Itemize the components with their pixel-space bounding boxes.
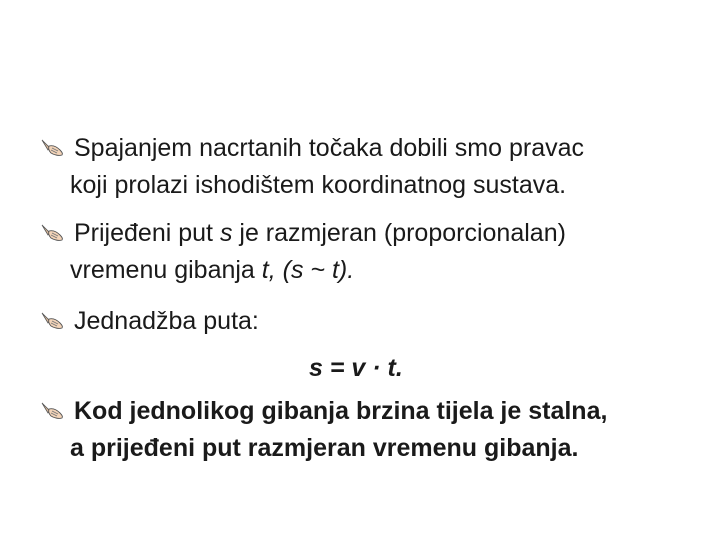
- bullet-3: [40, 303, 710, 340]
- proportional-relation: t, (s ~ t).: [261, 256, 355, 284]
- bullet-1-line-2: koji prolazi ishodištem koordinatnog sustava.: [70, 171, 567, 199]
- bullet-2-line-1: Prijeđeni put s je razmjeran (proporcionalan): [40, 215, 710, 252]
- writing-hand-icon: [40, 399, 66, 421]
- variable-s: s: [219, 219, 233, 247]
- bullet-4: [40, 393, 710, 467]
- bullet-2-line-2: vremenu gibanja t, (s ~ t).: [70, 256, 355, 284]
- formula: s = v · t.: [309, 354, 403, 382]
- bullet-2: [40, 215, 710, 289]
- bullet-1: [40, 130, 710, 204]
- bullet-1-line-1: Spajanjem nacrtanih točaka dobili smo pravac: [40, 130, 710, 167]
- bullet-4-line-1: Kod jednolikog gibanja brzina tijela je stalna,: [40, 393, 710, 430]
- writing-hand-icon: [40, 136, 66, 158]
- writing-hand-icon: [40, 309, 66, 331]
- bullet-3-line-1: Jednadžba puta:: [40, 303, 710, 340]
- bullet-4-line-2: a prijeđeni put razmjeran vremenu gibanja.: [70, 434, 579, 462]
- writing-hand-icon: [40, 221, 66, 243]
